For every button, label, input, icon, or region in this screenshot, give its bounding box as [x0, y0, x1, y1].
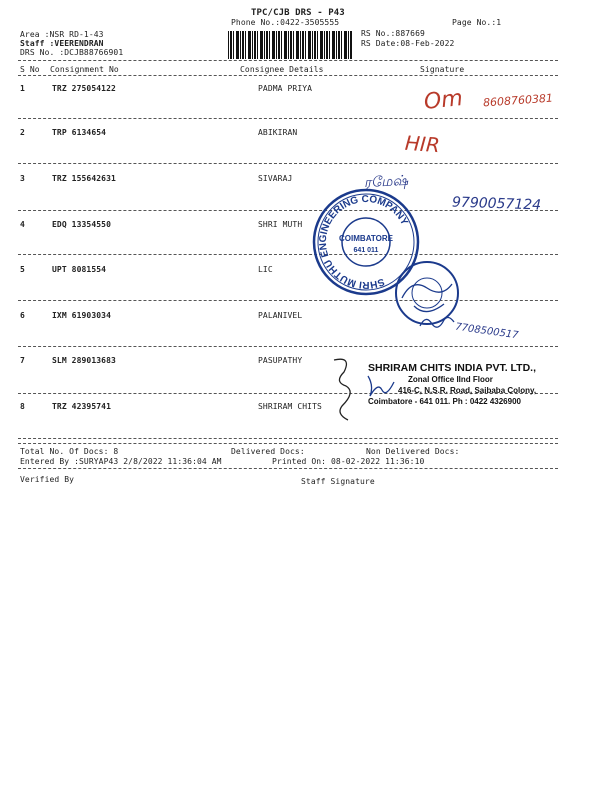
total-docs: Total No. Of Docs: 8 — [20, 447, 119, 456]
printed-on: Printed On: 08-02-2022 11:36:10 — [272, 457, 425, 466]
row-consignment: TRZ 275054122 — [52, 84, 116, 93]
handwritten-signature: HIR — [404, 130, 441, 158]
barcode — [228, 31, 352, 59]
company-stamp-line: 416-C, N.S.R. Road, Saibaba Colony, — [398, 386, 537, 395]
footer-divider — [18, 443, 558, 444]
staff-signature: Staff Signature — [301, 477, 375, 486]
company-stamp-line: Zonal Office IInd Floor — [408, 375, 493, 384]
row-sno: 8 — [20, 402, 25, 411]
row-consignment: TRZ 42395741 — [52, 402, 111, 411]
row-divider — [18, 438, 558, 439]
row-consignment: EDQ 13354550 — [52, 220, 111, 229]
row-consignee: LIC — [258, 265, 273, 274]
phone-number: Phone No.:0422-3505555 — [231, 18, 340, 27]
company-stamp-line: Coimbatore - 641 011. Ph : 0422 4326900 — [368, 397, 521, 406]
col-consignee: Consignee Details — [240, 65, 324, 74]
stamp-city: COIMBATORE — [339, 234, 393, 243]
row-divider — [18, 346, 558, 347]
column-divider — [18, 75, 558, 76]
col-consignment: Consignment No — [50, 65, 119, 74]
row-divider — [18, 118, 558, 119]
row-sno: 2 — [20, 128, 25, 137]
stamp-ring-text: SHRI MUTHU ENGINEERING COMPANY — [317, 193, 410, 291]
signature-scribble — [418, 312, 458, 332]
row-sno: 7 — [20, 356, 25, 365]
row-divider — [18, 300, 558, 301]
row-consignee: SHRIRAM CHITS — [258, 402, 322, 411]
company-stamp-name: SHRIRAM CHITS INDIA PVT. LTD., — [368, 362, 536, 374]
row-consignment: IXM 61903034 — [52, 311, 111, 320]
row-consignee: ABIKIRAN — [258, 128, 298, 137]
delivered-docs: Delivered Docs: — [231, 447, 305, 456]
row-consignee: PALANIVEL — [258, 311, 303, 320]
row-divider — [18, 254, 558, 255]
row-sno: 1 — [20, 84, 25, 93]
handwritten-phone: 8608760381 — [482, 91, 554, 110]
row-sno: 4 — [20, 220, 25, 229]
row-sno: 5 — [20, 265, 25, 274]
row-consignee: PASUPATHY — [258, 356, 303, 365]
footer-divider — [18, 468, 558, 469]
row-consignee: PADMA PRIYA — [258, 84, 313, 93]
rs-date: RS Date:08-Feb-2022 — [361, 39, 455, 48]
row-sno: 3 — [20, 174, 25, 183]
row-consignee: SIVARAJ — [258, 174, 293, 183]
row-consignment: SLM 289013683 — [52, 356, 116, 365]
handwritten-name: ரமேஷ் — [363, 172, 409, 192]
drs-number: DRS No. :DCJB88766901 — [20, 48, 124, 57]
row-consignment: UPT 8081554 — [52, 265, 107, 274]
entered-by: Entered By :SURYAP43 2/8/2022 11:36:04 AM — [20, 457, 222, 466]
row-divider — [18, 163, 558, 164]
handwritten-initials: Om — [422, 86, 464, 115]
handwritten-phone: 9790057124 — [451, 194, 542, 214]
rs-number: RS No.:887669 — [361, 29, 425, 38]
stamp-pin: 641 011 — [353, 247, 379, 254]
staff-field: Staff :VEERENDRAN — [20, 39, 104, 48]
area-field: Area :NSR RD-1-43 — [20, 30, 104, 39]
verified-by: Verified By — [20, 475, 75, 484]
page-number: Page No.:1 — [452, 18, 502, 27]
row-consignee: SHRI MUTH — [258, 220, 303, 229]
row-consignment: TRZ 155642631 — [52, 174, 116, 183]
non-delivered-docs: Non Delivered Docs: — [366, 447, 460, 456]
col-sno: S No — [20, 65, 40, 74]
row-sno: 6 — [20, 311, 25, 320]
header-divider — [18, 60, 558, 61]
handwritten-phone: 7708500517 — [454, 321, 520, 342]
col-signature: Signature — [420, 65, 465, 74]
row-consignment: TRP 6134654 — [52, 128, 107, 137]
document-title: TPC/CJB DRS - P43 — [251, 8, 345, 18]
